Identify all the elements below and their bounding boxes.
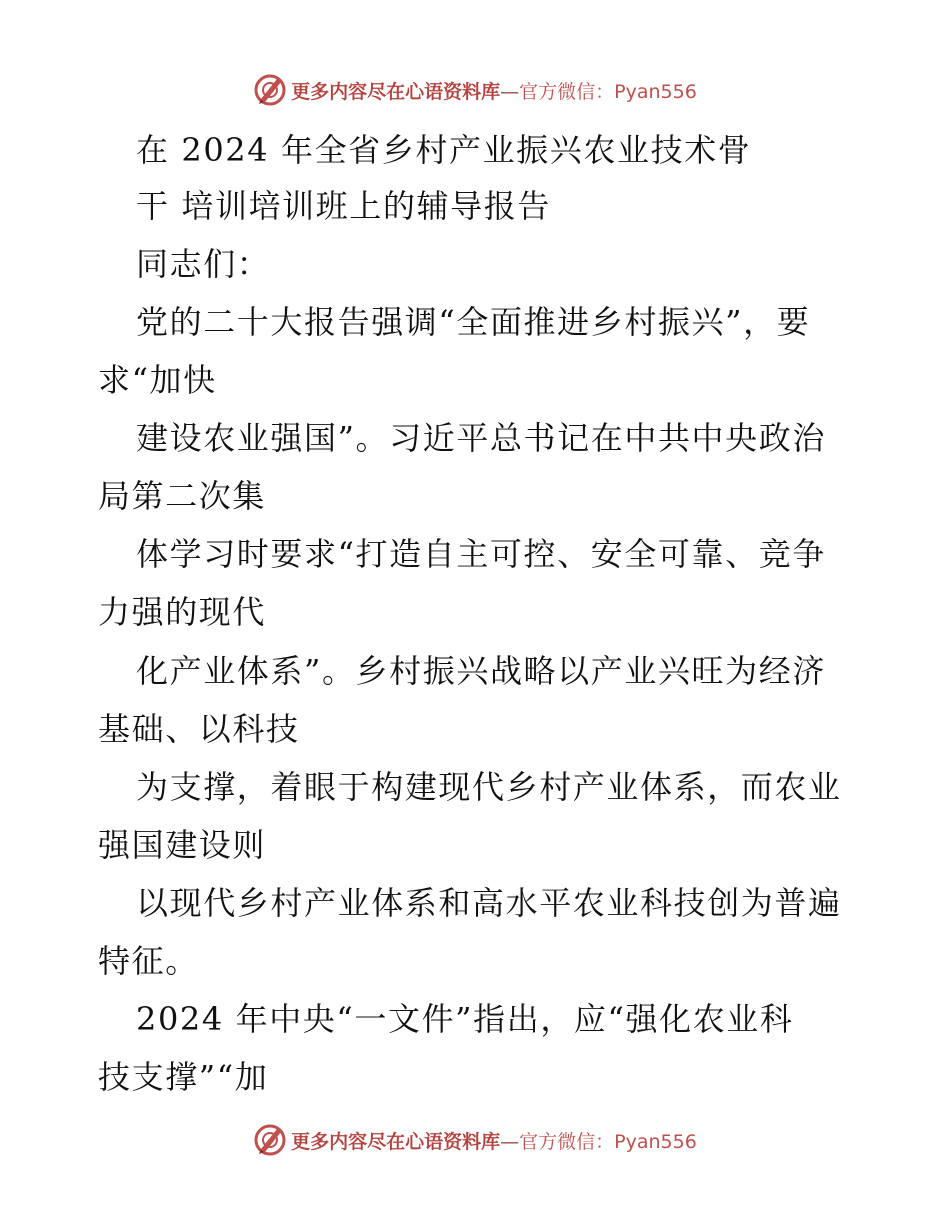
paragraph-line: 为支撑，着眼于构建现代乡村产业体系，而农业 bbox=[136, 768, 842, 806]
paragraph-line: 求“加快 bbox=[98, 361, 217, 399]
paragraph-line: 2024 年中央“一文件”指出，应“强化农业科 bbox=[136, 1000, 794, 1038]
footer-banner-text: 更多内容尽在心语资料库—官方微信：Pyan556 bbox=[291, 1130, 697, 1153]
paragraph-line: 局第二次集 bbox=[98, 477, 267, 515]
paragraph-line: 党的二十大报告强调“全面推进乡村振兴”，要 bbox=[136, 303, 811, 341]
title-line-1: 在 2024 年全省乡村产业振兴农业技术骨 bbox=[136, 131, 752, 169]
footer-watermark-banner bbox=[0, 1120, 950, 1160]
paragraph-line: 特征。 bbox=[98, 942, 199, 980]
paragraph-line: 基础、以科技 bbox=[98, 710, 300, 748]
paragraph-line: 以现代乡村产业体系和高水平农业科技创为普遍 bbox=[136, 884, 842, 922]
salutation: 同志们： bbox=[136, 245, 271, 283]
header-watermark-banner bbox=[0, 70, 950, 110]
header-banner-text: 更多内容尽在心语资料库—官方微信：Pyan556 bbox=[291, 80, 697, 103]
pen-logo-icon bbox=[253, 73, 287, 107]
paragraph-line: 强国建设则 bbox=[98, 826, 267, 864]
paragraph-line: 技支撑”“加 bbox=[98, 1058, 269, 1096]
paragraph-line: 建设农业强国”。习近平总书记在中共中央政治 bbox=[136, 419, 826, 457]
title-line-2: 干 培训培训班上的辅导报告 bbox=[136, 187, 551, 225]
paragraph-line: 体学习时要求“打造自主可控、安全可靠、竞争 bbox=[136, 535, 826, 573]
pen-logo-icon bbox=[253, 1123, 287, 1157]
paragraph-line: 力强的现代 bbox=[98, 593, 267, 631]
paragraph-line: 化产业体系”。乡村振兴战略以产业兴旺为经济 bbox=[136, 652, 826, 690]
